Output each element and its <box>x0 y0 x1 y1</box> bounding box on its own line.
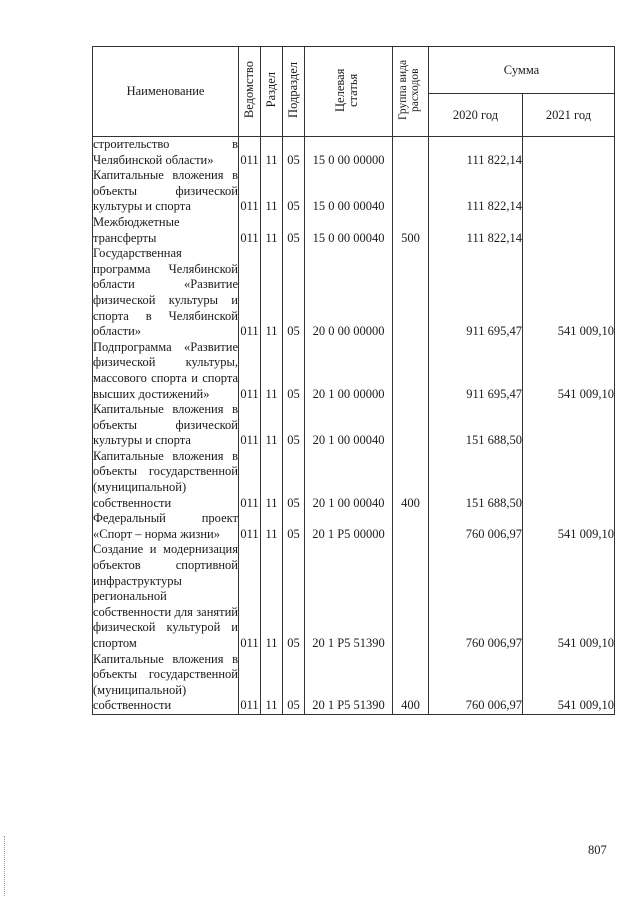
row-vid-rashodov <box>393 246 429 340</box>
table-row <box>93 215 615 246</box>
row-vid-rashodov <box>393 340 429 402</box>
row-vedomstvo: 011 <box>239 168 261 215</box>
row-razdel: 11 <box>261 511 283 542</box>
page-number: 807 <box>588 843 607 857</box>
row-sum-2021: 541 009,10 <box>523 340 615 402</box>
row-razdel: 11 <box>261 168 283 215</box>
col-header-2020: 2020 год <box>429 94 523 137</box>
row-podrazdel: 05 <box>283 137 305 169</box>
row-vid-rashodov: 400 <box>393 449 429 511</box>
row-vedomstvo: 011 <box>239 402 261 449</box>
row-sum-2021 <box>523 402 615 449</box>
row-name: Капитальные вложения в объекты государственной (муниципальной) собственности <box>93 652 239 715</box>
margin-scan-marks <box>4 836 8 896</box>
row-sum-2021: 541 009,10 <box>523 246 615 340</box>
row-vid-rashodov <box>393 402 429 449</box>
col-header-celevaya-statya-label: Целевая статья <box>332 67 360 112</box>
col-header-podrazdel <box>283 47 305 137</box>
row-celevaya-statya: 15 0 00 00000 <box>305 137 393 169</box>
row-sum-2020: 151 688,50 <box>429 449 523 511</box>
row-sum-2021 <box>523 168 615 215</box>
col-header-summa: Сумма <box>429 47 615 94</box>
row-sum-2021: 541 009,10 <box>523 542 615 651</box>
row-razdel: 11 <box>261 449 283 511</box>
row-name: Капитальные вложения в объекты государственной (муниципальной) собственности <box>93 448 238 510</box>
row-name: Подпрограмма «Развитие физической культуры, массового спорта и спорта высших достижений» <box>93 339 238 401</box>
row-vid-rashodov <box>393 168 429 215</box>
row-name: Межбюджетные трансферты <box>93 215 239 246</box>
row-celevaya-statya: 15 0 00 00040 <box>305 215 393 246</box>
row-celevaya-statya: 20 1 P5 00000 <box>305 511 393 542</box>
row-sum-2021 <box>523 215 615 246</box>
row-sum-2020: 911 695,47 <box>429 340 523 402</box>
col-header-razdel-label: Раздел <box>263 71 278 108</box>
row-vedomstvo: 011 <box>239 215 261 246</box>
col-header-podrazdel-label: Подраздел <box>285 61 300 118</box>
row-sum-2020: 151 688,50 <box>429 402 523 449</box>
row-razdel: 11 <box>261 340 283 402</box>
row-podrazdel: 05 <box>283 449 305 511</box>
row-vid-rashodov <box>393 137 429 169</box>
row-podrazdel: 05 <box>283 246 305 340</box>
row-vedomstvo: 011 <box>239 340 261 402</box>
row-sum-2021: 541 009,10 <box>523 652 615 715</box>
col-header-razdel <box>261 47 283 137</box>
table-row <box>93 449 615 511</box>
row-celevaya-statya: 20 1 00 00000 <box>305 340 393 402</box>
col-header-vedomstvo-label: Ведомство <box>241 60 256 119</box>
table-row <box>93 137 615 169</box>
row-podrazdel: 05 <box>283 215 305 246</box>
row-razdel: 11 <box>261 246 283 340</box>
row-vid-rashodov <box>393 542 429 651</box>
row-razdel: 11 <box>261 542 283 651</box>
row-podrazdel: 05 <box>283 402 305 449</box>
row-celevaya-statya: 20 1 P5 51390 <box>305 542 393 651</box>
row-vedomstvo: 011 <box>239 652 261 715</box>
row-podrazdel: 05 <box>283 542 305 651</box>
table-row <box>93 652 615 715</box>
row-vedomstvo: 011 <box>239 449 261 511</box>
row-razdel: 11 <box>261 137 283 169</box>
col-header-celevaya-statya <box>305 47 393 137</box>
col-header-gruppa-vida-rashodov <box>393 47 429 137</box>
row-podrazdel: 05 <box>283 168 305 215</box>
row-razdel: 11 <box>261 215 283 246</box>
row-celevaya-statya: 20 1 00 00040 <box>305 449 393 511</box>
row-razdel: 11 <box>261 402 283 449</box>
row-sum-2020: 760 006,97 <box>429 542 523 651</box>
row-podrazdel: 05 <box>283 652 305 715</box>
row-razdel: 11 <box>261 652 283 715</box>
table-row <box>93 168 615 215</box>
row-name: Капитальные вложения в объекты физической культуры и спорта <box>93 402 238 448</box>
row-sum-2021 <box>523 449 615 511</box>
row-podrazdel: 05 <box>283 340 305 402</box>
row-vedomstvo: 011 <box>239 542 261 651</box>
col-header-2021: 2021 год <box>523 94 615 137</box>
row-celevaya-statya: 20 1 P5 51390 <box>305 652 393 715</box>
row-vedomstvo: 011 <box>239 137 261 169</box>
row-podrazdel: 05 <box>283 511 305 542</box>
row-sum-2020: 760 006,97 <box>429 511 523 542</box>
row-sum-2020: 111 822,14 <box>429 168 523 215</box>
col-header-gruppa-label: Группа вида расходов <box>396 59 421 120</box>
table-row <box>93 511 615 542</box>
row-sum-2020: 111 822,14 <box>429 215 523 246</box>
row-celevaya-statya: 15 0 00 00040 <box>305 168 393 215</box>
row-vedomstvo: 011 <box>239 511 261 542</box>
row-vedomstvo: 011 <box>239 246 261 340</box>
row-name: строительство в Челябинской области» <box>93 137 238 167</box>
table-row <box>93 402 615 449</box>
col-header-name: Наименование <box>93 47 239 137</box>
row-name: Государственная программа Челябинской области «Развитие физической культуры и спорта в Челябинской области» <box>93 246 238 339</box>
row-sum-2020: 111 822,14 <box>429 137 523 169</box>
table-header-row <box>93 47 615 94</box>
table-row <box>93 542 615 651</box>
col-header-vedomstvo <box>239 47 261 137</box>
row-name: Капитальные вложения в объекты физической культуры и спорта <box>93 168 238 214</box>
budget-table <box>92 46 615 715</box>
row-vid-rashodov <box>393 511 429 542</box>
row-celevaya-statya: 20 0 00 00000 <box>305 246 393 340</box>
row-name: Создание и модернизация объектов спортивной инфраструктуры региональной собственности для занятий физической культурой и спортом <box>93 542 238 650</box>
row-sum-2021: 541 009,10 <box>523 511 615 542</box>
row-celevaya-statya: 20 1 00 00040 <box>305 402 393 449</box>
row-vid-rashodov: 500 <box>393 215 429 246</box>
table-row <box>93 340 615 402</box>
row-sum-2020: 760 006,97 <box>429 652 523 715</box>
row-sum-2021 <box>523 137 615 169</box>
table-row <box>93 246 615 340</box>
row-name: Федеральный проект «Спорт – норма жизни» <box>93 511 238 541</box>
row-vid-rashodov: 400 <box>393 652 429 715</box>
row-sum-2020: 911 695,47 <box>429 246 523 340</box>
